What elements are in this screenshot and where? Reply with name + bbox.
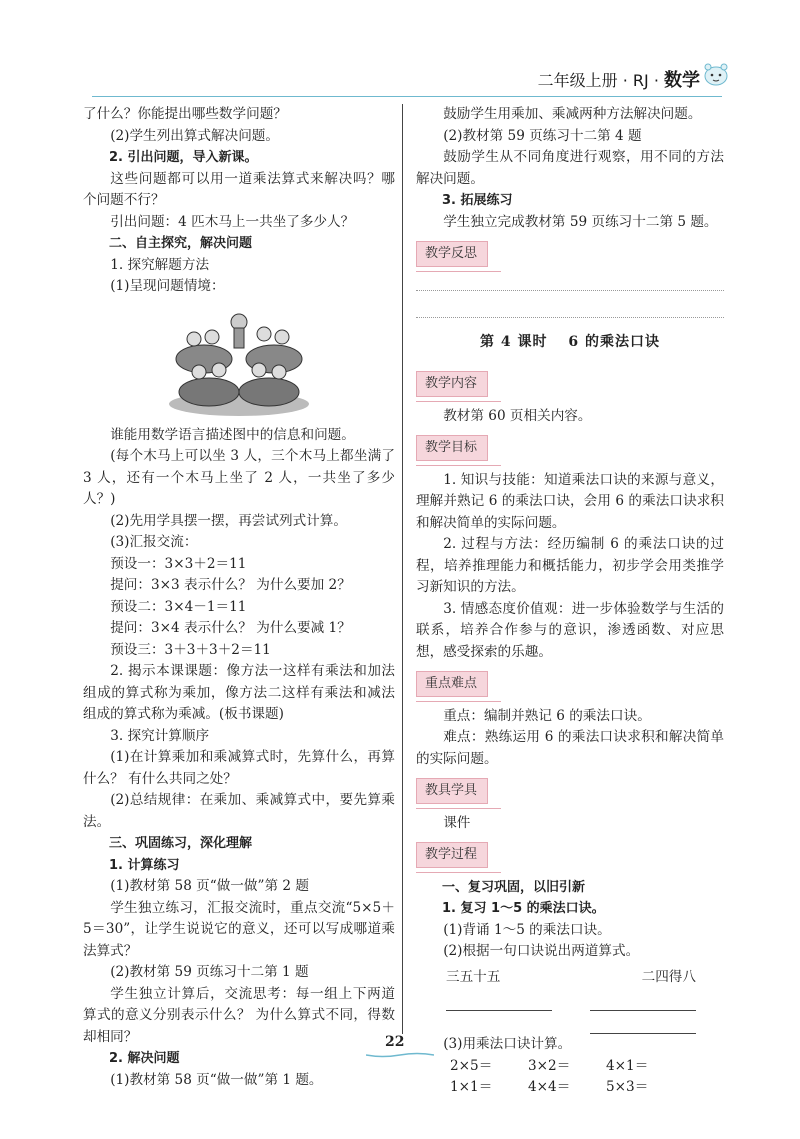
paragraph: 3. 拓展练习 — [442, 193, 513, 208]
answer-blanks-row-2 — [416, 1015, 724, 1034]
section-tag-reflection: 教学反思 — [416, 241, 488, 267]
goals-list — [416, 470, 724, 664]
paragraph: 学生独立练习，汇报交流时，重点交流“5×5＋5＝30”，让学生说说它的意义，还可以写成哪道乘法算式？ — [83, 899, 395, 959]
left-text-part2 — [83, 425, 395, 1092]
calc-item: 2×5＝ — [450, 1057, 493, 1074]
process-list — [416, 877, 724, 963]
paragraph: 鼓励学生用乘加、乘减两种方法解决问题。 — [443, 106, 702, 122]
paragraph: 一、复习巩固，以旧引新 — [442, 879, 586, 895]
paragraph: (2)根据一句口诀说出两道算式。 — [443, 943, 640, 959]
paragraph: (2)先用学具摆一摆，再尝试列式计算。 — [110, 512, 347, 529]
paragraph: 3. 情感态度价值观：进一步体验数学与生活的联系，培养合作参与的意识，渗透函数、对应思想，感受探索的乐趣。 — [416, 600, 724, 660]
rhyme-row — [416, 967, 724, 989]
content-text: 教材第 60 页相关内容。 — [443, 407, 592, 424]
paragraph: 提问：3×4 表示什么？ 为什么要减 1？ — [110, 620, 351, 636]
paragraph: (2)学生列出算式解决问题。 — [110, 127, 279, 144]
section-tag-process: 教学过程 — [416, 842, 488, 868]
calc-row — [416, 1077, 724, 1099]
section-tag-wrap — [416, 663, 501, 702]
section-tag-wrap — [416, 363, 501, 402]
paragraph: 谁能用数学语言描述图中的信息和问题。 — [110, 426, 355, 443]
section-tag-wrap — [416, 427, 501, 466]
book-title: 二年级上册 · RJ · — [537, 71, 664, 90]
calc-item: 4×1＝ — [606, 1057, 649, 1074]
paragraph: (每个木马上可以坐 3 人，三个木马上都坐满了 3 人，还有一个木马上坐了 2 人，一共坐了多少人？) — [83, 448, 395, 507]
answer-blanks-row-1 — [416, 992, 724, 1011]
paragraph: 预设三：3＋3＋3＋2＝11 — [110, 641, 271, 658]
calc-item: 1×1＝ — [450, 1079, 493, 1095]
paragraph: 1. 知识与技能：知道乘法口诀的来源与意义，理解并熟记 6 的乘法口诀，会用 6 的乘法口诀求积和解决简单的实际问题。 — [416, 471, 724, 531]
answer-blank[interactable] — [590, 992, 696, 1011]
right-text-part1 — [416, 104, 724, 233]
calc-label: (3)用乘法口诀计算。 — [443, 1036, 572, 1052]
tools-text: 课件 — [443, 814, 471, 831]
calc-item: 4×4＝ — [528, 1079, 571, 1095]
paragraph: 1. 计算练习 — [109, 857, 180, 873]
subject-title: 数学 — [664, 70, 700, 91]
answer-blank[interactable] — [590, 1015, 696, 1034]
section-tag-tools: 教具学具 — [416, 778, 488, 804]
paragraph: 提问：3×3 表示什么？ 为什么要加 2？ — [110, 577, 351, 593]
answer-blank[interactable] — [446, 992, 552, 1011]
paragraph: (2)教材第 59 页练习十二第 4 题 — [443, 127, 642, 144]
calc-item: 5×3＝ — [606, 1079, 649, 1095]
paragraph: 了什么？你能提出哪些数学问题？ — [83, 106, 287, 122]
section-tag-content: 教学内容 — [416, 371, 488, 397]
paragraph: (2)教材第 59 页练习十二第 1 题 — [110, 964, 309, 980]
rhyme-1: 三五十五 — [446, 968, 501, 985]
cartoon-face-icon — [702, 60, 730, 88]
section-tag-wrap — [416, 834, 501, 873]
lesson-title: 第 4 课时 6 的乘法口诀 — [480, 333, 660, 350]
section-tag-goals: 教学目标 — [416, 435, 488, 461]
paragraph: (1)在计算乘加和乘减算式时，先算什么，再算什么？ 有什么共同之处？ — [83, 749, 395, 787]
carousel-illustration — [164, 304, 314, 419]
paragraph: 三、巩固练习，深化理解 — [109, 836, 253, 851]
calc-item: 3×2＝ — [528, 1057, 571, 1074]
paragraph: (1)呈现问题情境： — [110, 278, 225, 294]
section-tag-wrap — [416, 233, 501, 272]
paragraph: 引出问题：4 匹木马上一共坐了多少人？ — [110, 213, 355, 230]
paragraph: 预设二：3×4－1＝11 — [110, 598, 247, 615]
left-text-part1 — [83, 104, 395, 298]
paragraph: 鼓励学生从不同角度进行观察，用不同的方法解决问题。 — [416, 149, 724, 187]
paragraph: 1. 复习 1～5 的乘法口诀。 — [442, 901, 605, 916]
left-column — [83, 104, 395, 1091]
paragraph: 难点：熟练运用 6 的乘法口诀求积和解决简单的实际问题。 — [416, 729, 724, 767]
paragraph: 学生独立完成教材第 59 页练习十二第 5 题。 — [443, 213, 718, 230]
paragraph: (2)总结规律：在乘加、乘减算式中，要先算乘法。 — [83, 792, 395, 830]
rhyme-2: 二四得八 — [641, 968, 696, 985]
paragraph: 这些问题都可以用一道乘法算式来解决吗？哪个问题不行？ — [83, 170, 395, 208]
page-number: 22 — [385, 1034, 405, 1050]
section-tag-key: 重点难点 — [416, 671, 488, 697]
paragraph: (3)汇报交流： — [110, 534, 198, 550]
paragraph: 2. 解决问题 — [109, 1051, 180, 1066]
paragraph: (1)教材第 58 页“做一做”第 2 题 — [110, 878, 309, 894]
reflection-line-1 — [416, 290, 724, 291]
header-rule — [92, 96, 722, 97]
carousel-horses-image — [164, 304, 314, 419]
calc-row — [416, 1056, 724, 1078]
paragraph: 1. 探究解题方法 — [110, 256, 210, 273]
paragraph: 学生独立计算后，交流思考：每一组上下两道算式的意义分别表示什么？ 为什么算式不同，得数却相同？ — [83, 985, 395, 1045]
header-title — [538, 66, 700, 92]
column-divider — [402, 104, 403, 1034]
paragraph: 2. 过程与方法：经历编制 6 的乘法口诀的过程，培养推理能力和概括能力，初步学会用类推学习新知识的方法。 — [416, 536, 724, 595]
right-column — [416, 104, 724, 1099]
paragraph: 2. 引出问题，导入新课。 — [109, 150, 258, 165]
paragraph: 重点：编制并熟记 6 的乘法口诀。 — [443, 707, 651, 724]
paragraph: 2. 揭示本课课题：像方法一这样有乘法和加法组成的算式称为乘加，像方法二这样有乘法和减法组成的算式称为乘减。(板书课题) — [83, 663, 395, 722]
section-tag-wrap — [416, 770, 501, 809]
paragraph: (1)背诵 1～5 的乘法口诀。 — [443, 921, 611, 938]
paragraph: (1)教材第 58 页“做一做”第 1 题。 — [110, 1071, 323, 1088]
key-points-list — [416, 706, 724, 771]
reflection-line-2 — [416, 317, 724, 318]
page-number-ornament — [366, 1052, 434, 1058]
paragraph: 3. 探究计算顺序 — [110, 727, 210, 744]
paragraph: 预设一：3×3＋2＝11 — [110, 555, 247, 572]
paragraph: 二、自主探究，解决问题 — [109, 236, 253, 251]
